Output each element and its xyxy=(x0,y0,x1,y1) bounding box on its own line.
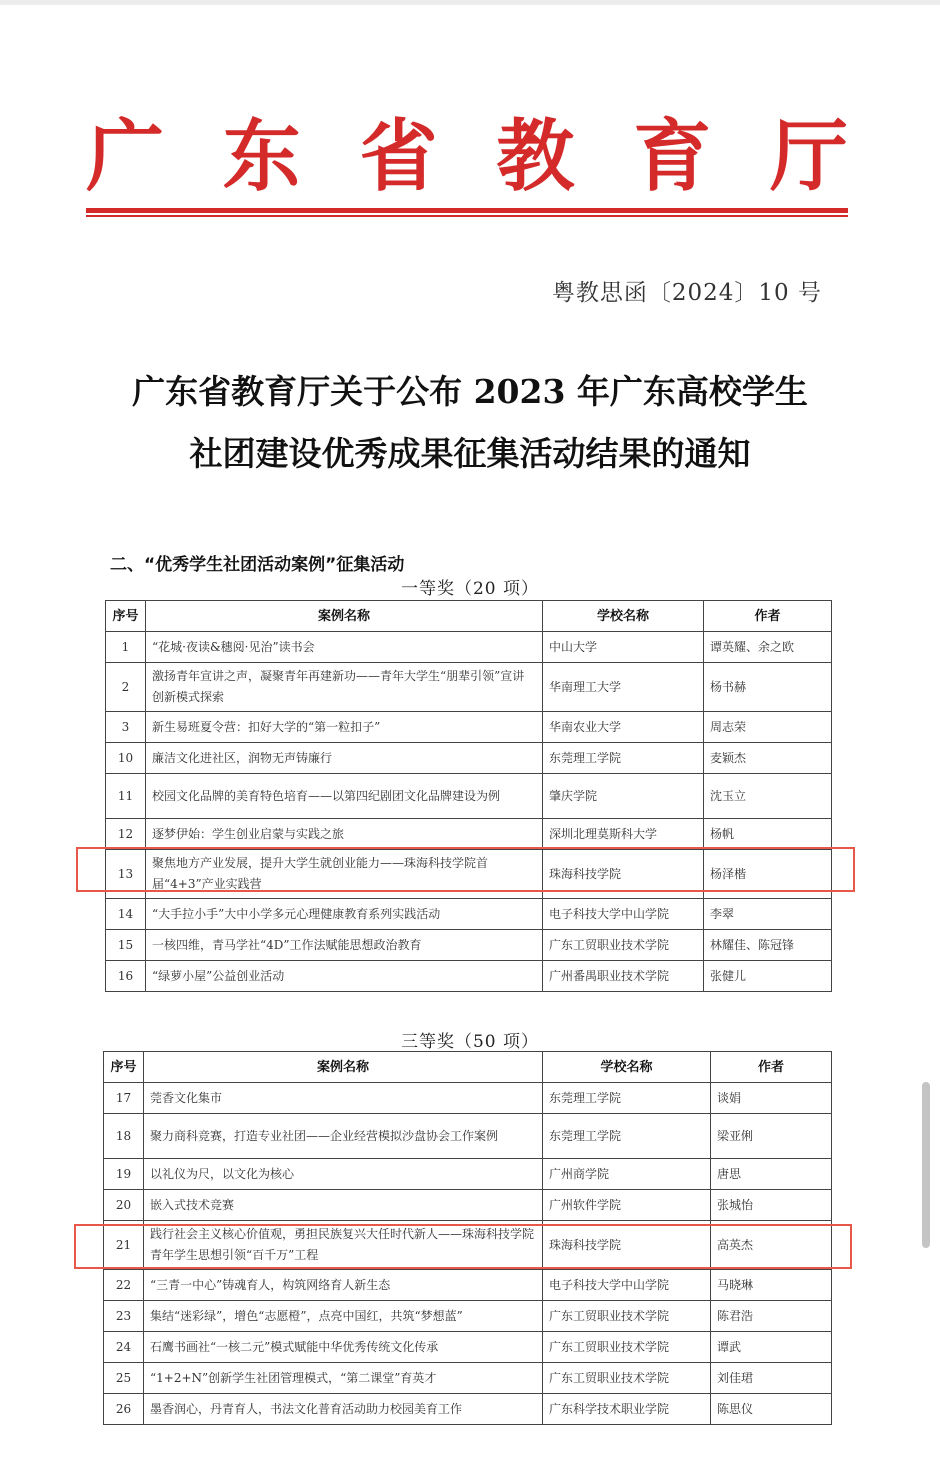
table-row xyxy=(106,930,832,961)
table-row xyxy=(104,1159,832,1190)
row-author: 张城怡 xyxy=(711,1190,832,1221)
row-no: 3 xyxy=(106,712,146,743)
row-school: 中山大学 xyxy=(543,632,704,663)
document-number: 粤教思函〔2024〕10 号 xyxy=(551,280,822,306)
row-no: 12 xyxy=(106,819,146,850)
row-author: 李翠 xyxy=(704,899,832,930)
row-author: 杨帆 xyxy=(704,819,832,850)
row-school: 东莞理工学院 xyxy=(543,1083,711,1114)
row-author: 谭武 xyxy=(711,1332,832,1363)
row-school: 华南农业大学 xyxy=(543,712,704,743)
masthead-char: 广 xyxy=(86,111,165,202)
row-author: 林耀佳、陈冠锋 xyxy=(704,930,832,961)
row-no: 25 xyxy=(104,1363,144,1394)
table-row xyxy=(106,743,832,774)
row-school: 广东工贸职业技术学院 xyxy=(543,1363,711,1394)
row-school: 东莞理工学院 xyxy=(543,743,704,774)
row-case: 一核四维，青马学社“4D”工作法赋能思想政治教育 xyxy=(146,930,543,961)
row-author: 周志荣 xyxy=(704,712,832,743)
section-heading: 二、“优秀学生社团活动案例”征集活动 xyxy=(110,555,405,575)
masthead-char: 省 xyxy=(359,111,438,202)
row-author: 杨泽楷 xyxy=(704,850,832,899)
row-no: 15 xyxy=(106,930,146,961)
table-row xyxy=(104,1301,832,1332)
header-author: 作者 xyxy=(704,601,832,632)
header-school: 学校名称 xyxy=(543,1052,711,1083)
row-no: 13 xyxy=(106,850,146,899)
row-no: 17 xyxy=(104,1083,144,1114)
masthead-char: 教 xyxy=(496,111,575,202)
row-school: 华南理工大学 xyxy=(543,663,704,712)
header-case: 案例名称 xyxy=(144,1052,543,1083)
row-author: 刘佳珺 xyxy=(711,1363,832,1394)
row-case: “花城·夜读&穗阅·见治”读书会 xyxy=(146,632,543,663)
row-author: 谈娟 xyxy=(711,1083,832,1114)
row-school: 广州番禺职业技术学院 xyxy=(543,961,704,992)
row-case: “大手拉小手”大中小学多元心理健康教育系列实践活动 xyxy=(146,899,543,930)
row-no: 2 xyxy=(106,663,146,712)
table-row xyxy=(104,1394,832,1425)
row-school: 广东科学技术职业学院 xyxy=(543,1394,711,1425)
table-row xyxy=(106,712,832,743)
row-no: 21 xyxy=(104,1221,144,1270)
table-row xyxy=(104,1270,832,1301)
row-author: 张健儿 xyxy=(704,961,832,992)
row-case: 践行社会主义核心价值观，勇担民族复兴大任时代新人——珠海科技学院青年学生思想引领“百千万”工程 xyxy=(144,1221,543,1270)
table-row xyxy=(104,1190,832,1221)
row-author: 陈君浩 xyxy=(711,1301,832,1332)
row-school: 珠海科技学院 xyxy=(543,1221,711,1270)
masthead-char: 厅 xyxy=(769,111,848,202)
row-case: 墨香润心，丹青育人，书法文化普育活动助力校园美育工作 xyxy=(144,1394,543,1425)
table-row xyxy=(104,1114,832,1159)
row-school: 广州软件学院 xyxy=(543,1190,711,1221)
row-case: 新生易班夏令营：扣好大学的“第一粒扣子” xyxy=(146,712,543,743)
row-author: 高英杰 xyxy=(711,1221,832,1270)
row-school: 肇庆学院 xyxy=(543,774,704,819)
row-no: 22 xyxy=(104,1270,144,1301)
row-no: 26 xyxy=(104,1394,144,1425)
row-case: 聚力商科竞赛，打造专业社团——企业经营模拟沙盘协会工作案例 xyxy=(144,1114,543,1159)
row-school: 深圳北理莫斯科大学 xyxy=(543,819,704,850)
row-no: 20 xyxy=(104,1190,144,1221)
masthead xyxy=(86,112,848,202)
row-no: 23 xyxy=(104,1301,144,1332)
row-school: 广东工贸职业技术学院 xyxy=(543,930,704,961)
table-header-row xyxy=(106,601,832,632)
table-row xyxy=(106,819,832,850)
table-row xyxy=(104,1332,832,1363)
row-case: 聚焦地方产业发展，提升大学生就创业能力——珠海科技学院首届“4+3”产业实践营 xyxy=(146,850,543,899)
row-author: 杨书赫 xyxy=(704,663,832,712)
masthead-rule-thin xyxy=(86,215,848,217)
row-school: 电子科技大学中山学院 xyxy=(543,899,704,930)
row-case: 以礼仪为尺，以文化为核心 xyxy=(144,1159,543,1190)
row-no: 16 xyxy=(106,961,146,992)
row-school: 东莞理工学院 xyxy=(543,1114,711,1159)
row-author: 麦颖杰 xyxy=(704,743,832,774)
table-row xyxy=(106,961,832,992)
row-author: 马晓琳 xyxy=(711,1270,832,1301)
first-prize-label: 一等奖（20 项） xyxy=(400,579,540,599)
masthead-char: 东 xyxy=(222,111,301,202)
table-row xyxy=(104,1083,832,1114)
header-no: 序号 xyxy=(106,601,146,632)
row-case: “绿萝小屋”公益创业活动 xyxy=(146,961,543,992)
masthead-rule-thick xyxy=(86,208,848,213)
table-row xyxy=(106,774,832,819)
header-case: 案例名称 xyxy=(146,601,543,632)
row-case: 嵌入式技术竞赛 xyxy=(144,1190,543,1221)
table-row xyxy=(106,663,832,712)
row-school: 电子科技大学中山学院 xyxy=(543,1270,711,1301)
highlight-box-row-21 xyxy=(74,1224,852,1269)
row-author: 沈玉立 xyxy=(704,774,832,819)
header-no: 序号 xyxy=(104,1052,144,1083)
row-case: “1+2+N”创新学生社团管理模式，“第二课堂”育英才 xyxy=(144,1363,543,1394)
row-case: 逐梦伊始：学生创业启蒙与实践之旅 xyxy=(146,819,543,850)
row-no: 24 xyxy=(104,1332,144,1363)
table-header-row xyxy=(104,1052,832,1083)
row-school: 珠海科技学院 xyxy=(543,850,704,899)
row-no: 10 xyxy=(106,743,146,774)
masthead-char: 育 xyxy=(633,111,712,202)
row-no: 14 xyxy=(106,899,146,930)
first-prize-table xyxy=(105,600,832,992)
header-author: 作者 xyxy=(711,1052,832,1083)
document-title-line-1: 广东省教育厅关于公布 2023 年广东高校学生 xyxy=(132,372,808,411)
header-school: 学校名称 xyxy=(543,601,704,632)
row-author: 梁亚俐 xyxy=(711,1114,832,1159)
row-case: 莞香文化集市 xyxy=(144,1083,543,1114)
row-author: 唐思 xyxy=(711,1159,832,1190)
third-prize-label: 三等奖（50 项） xyxy=(400,1032,540,1052)
document-title-line-2: 社团建设优秀成果征集活动结果的通知 xyxy=(189,434,751,473)
row-case: 石鹰书画社“一核二元”模式赋能中华优秀传统文化传承 xyxy=(144,1332,543,1363)
row-school: 广东工贸职业技术学院 xyxy=(543,1301,711,1332)
row-case: 激扬青年宣讲之声，凝聚青年再建新功——青年大学生“朋辈引领”宣讲创新模式探索 xyxy=(146,663,543,712)
row-case: 集结“迷彩绿”，增色“志愿橙”，点亮中国红，共筑“梦想蓝” xyxy=(144,1301,543,1332)
row-author: 陈思仪 xyxy=(711,1394,832,1425)
table-row xyxy=(106,899,832,930)
highlight-box-row-13 xyxy=(76,847,855,892)
row-school: 广东工贸职业技术学院 xyxy=(543,1332,711,1363)
row-no: 1 xyxy=(106,632,146,663)
row-no: 11 xyxy=(106,774,146,819)
row-no: 19 xyxy=(104,1159,144,1190)
row-author: 谭英耀、余之欧 xyxy=(704,632,832,663)
table-row xyxy=(106,632,832,663)
row-case: 廉洁文化进社区，润物无声铸廉行 xyxy=(146,743,543,774)
row-school: 广州商学院 xyxy=(543,1159,711,1190)
row-no: 18 xyxy=(104,1114,144,1159)
table-row xyxy=(104,1363,832,1394)
row-case: “三青一中心”铸魂育人，构筑网络育人新生态 xyxy=(144,1270,543,1301)
top-status-strip xyxy=(0,0,940,5)
row-case: 校园文化品牌的美育特色培育——以第四纪剧团文化品牌建设为例 xyxy=(146,774,543,819)
scrollbar-thumb[interactable] xyxy=(922,1082,930,1248)
